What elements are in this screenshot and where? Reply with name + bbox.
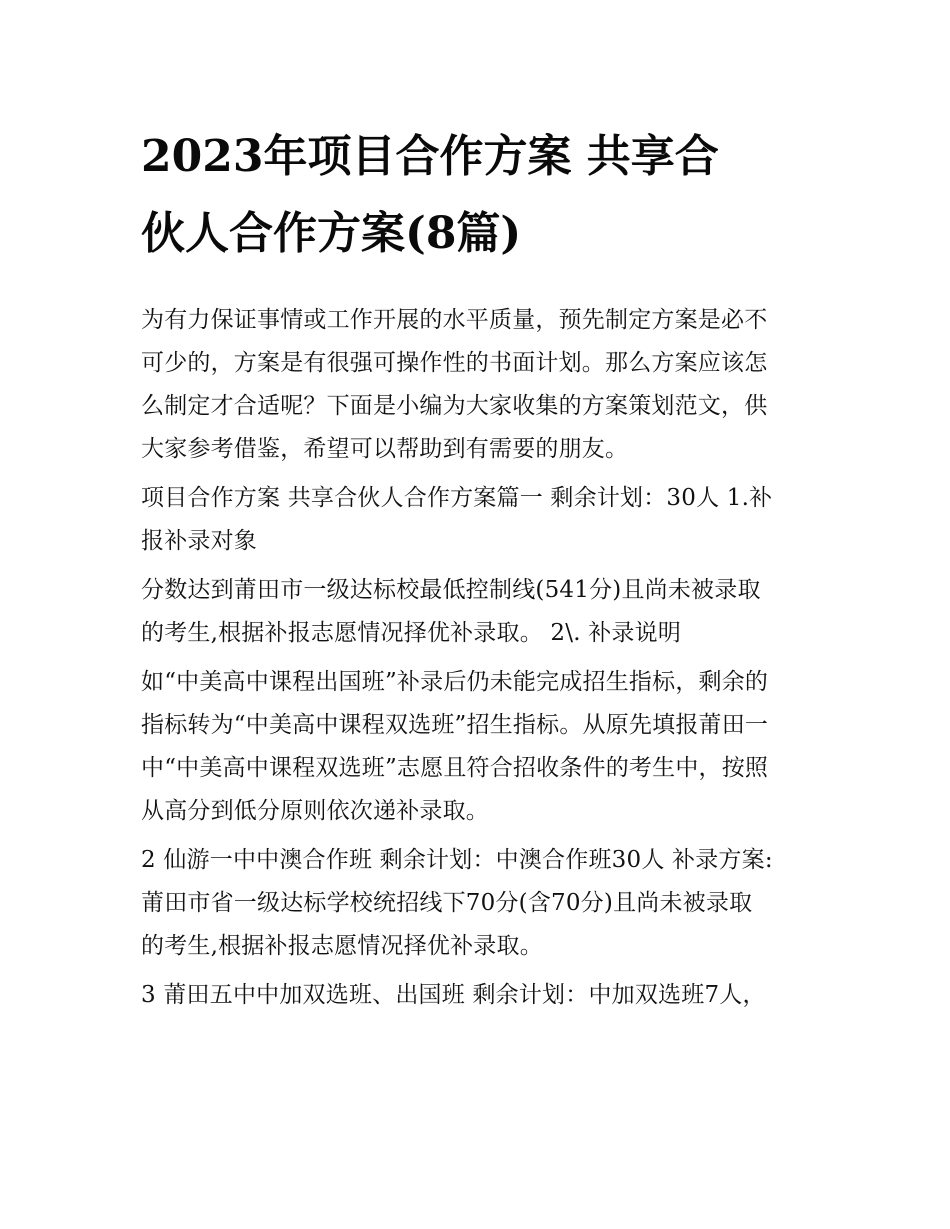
- text-line: 报补录对象: [141, 528, 257, 554]
- text-line: 么制定才合适呢？下面是小编为大家收集的方案策划范文，供: [141, 393, 768, 419]
- paragraph-section-heading: [141, 477, 813, 563]
- paragraph-intro: [141, 299, 813, 471]
- text-line: 从高分到低分原则依次递补录取。: [141, 798, 489, 824]
- text-line: 如“中美高中课程出国班”补录后仍未能完成招生指标，剩余的: [141, 669, 769, 695]
- document-title: [141, 118, 813, 272]
- title-line-1: 2023年项目合作方案 共享合: [141, 131, 719, 182]
- text-line: 指标转为“中美高中课程双选班”招生指标。从原先填报莆田一: [141, 712, 769, 738]
- text-line: 3 莆田五中中加双选班、出国班 剩余计划：中加双选班7人，: [141, 982, 766, 1008]
- text-line: 中“中美高中课程双选班”志愿且符合招收条件的考生中，按照: [141, 755, 769, 781]
- text-line: 项目合作方案 共享合伙人合作方案篇一 剩余计划：30人 1.补: [141, 485, 773, 511]
- text-line: 莆田市省一级达标学校统招线下70分(含70分)且尚未被录取: [141, 890, 753, 916]
- document-content: [141, 118, 813, 1023]
- text-line: 大家参考借鉴，希望可以帮助到有需要的朋友。: [141, 436, 629, 462]
- paragraph-supplement-note: [141, 661, 813, 833]
- text-line: 为有力保证事情或工作开展的水平质量，预先制定方案是必不: [141, 307, 768, 333]
- paragraph-admission-criteria: [141, 569, 813, 655]
- paragraph-xianyou-plan: [141, 839, 813, 968]
- paragraph-putian-plan: [141, 974, 813, 1017]
- document-body: [141, 299, 813, 1017]
- text-line: 可少的，方案是有很强可操作性的书面计划。那么方案应该怎: [141, 350, 768, 376]
- text-line: 分数达到莆田市一级达标校最低控制线(541分)且尚未被录取: [141, 577, 761, 603]
- title-line-2: 伙人合作方案(8篇): [141, 208, 522, 259]
- text-line: 的考生,根据补报志愿情况择优补录取。: [141, 933, 543, 959]
- text-line: 的考生,根据补报志愿情况择优补录取。 2\. 补录说明: [141, 620, 682, 646]
- text-line: 2 仙游一中中澳合作班 剩余计划：中澳合作班30人 补录方案:: [141, 847, 773, 873]
